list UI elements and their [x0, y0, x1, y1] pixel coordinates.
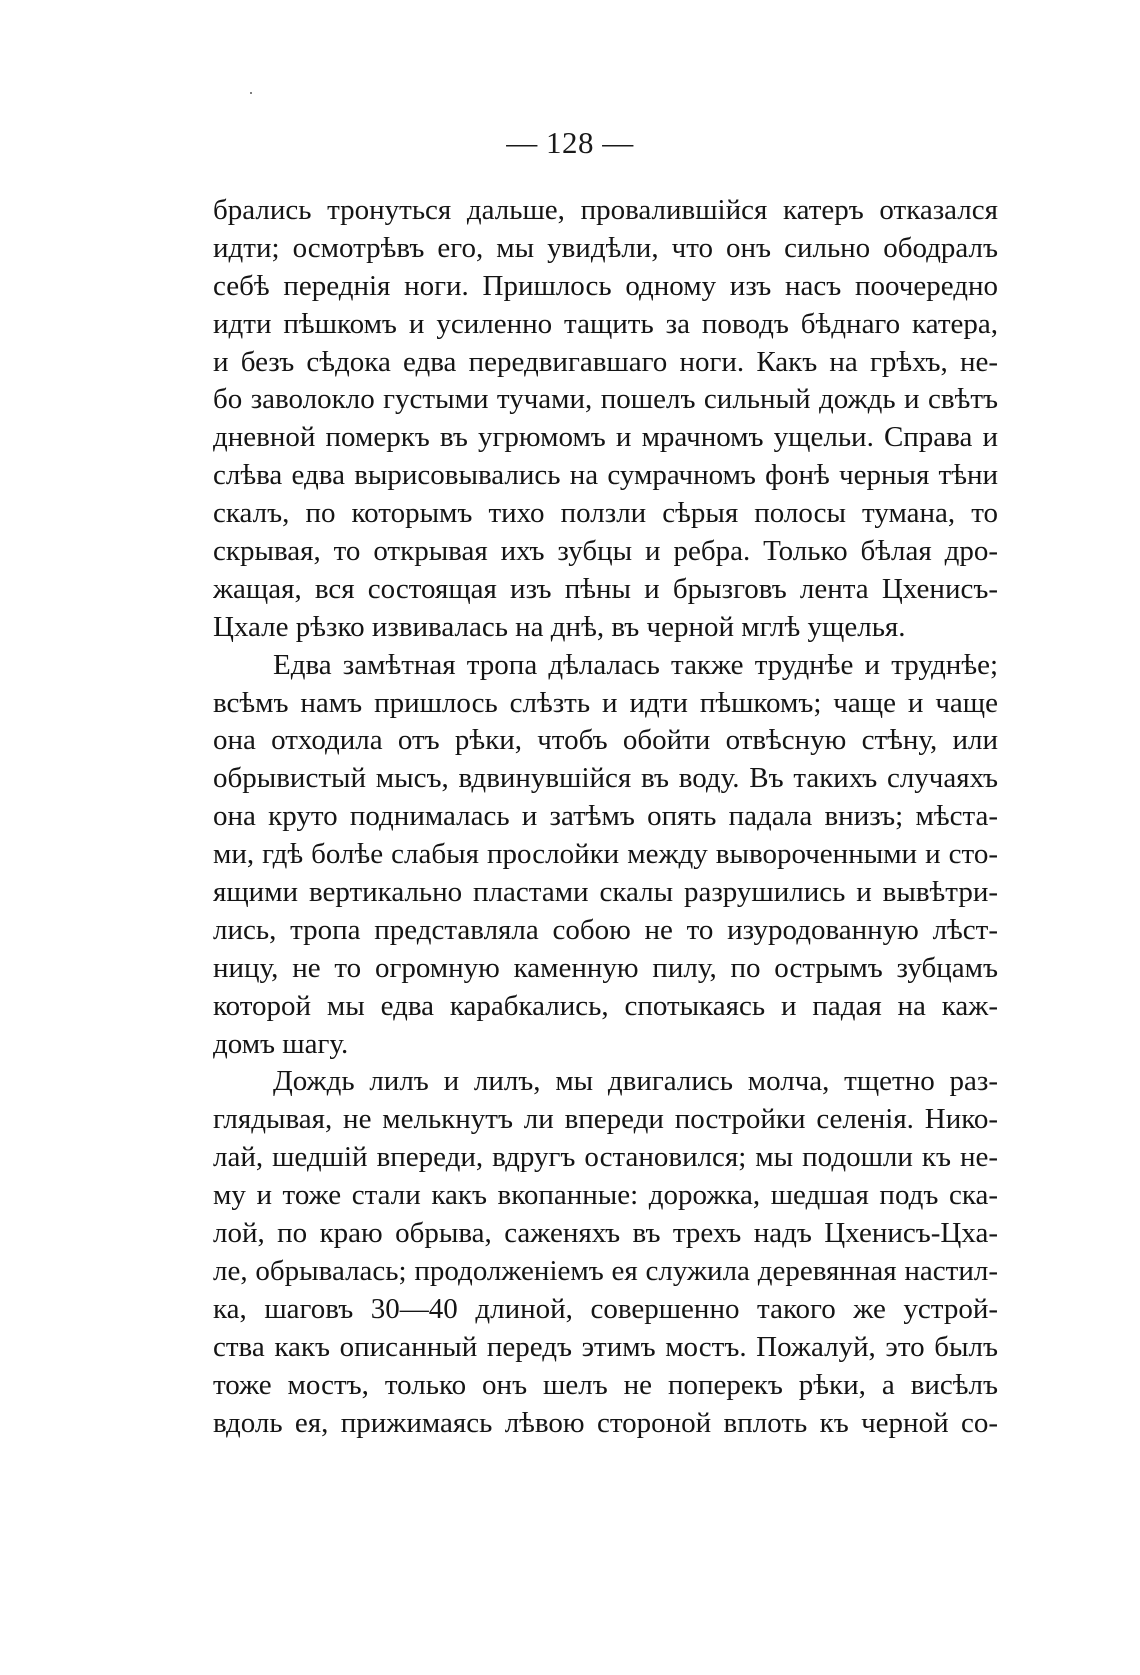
text-line: брались тронуться дальше, провалившійся катеръ отказался — [213, 194, 998, 226]
text-line: лись, тропа представляла собою не то изуродованную лѣст- — [213, 913, 998, 946]
text-line: ницу, не то огромную каменную пилу, по острымъ зубцамъ — [213, 951, 998, 984]
text-line: ства какъ описанный передъ этимъ мостъ. Пожалуй, это былъ — [213, 1330, 998, 1363]
text-line: скрывая, то открывая ихъ зубцы и ребра. Только бѣлая дро- — [213, 535, 998, 568]
text-line: бо заволокло густыми тучами, пошелъ сильный дождь и свѣтъ — [213, 383, 998, 416]
text-line: которой мы едва карабкались, спотыкаясь и падая на каж- — [213, 989, 998, 1022]
scan-speck — [250, 92, 252, 94]
text-line: вдоль ея, прижимаясь лѣвою стороной вплоть къ черной со- — [213, 1406, 998, 1439]
text-line: ми, гдѣ болѣе слабыя прослойки между вывороченными и сто- — [213, 838, 998, 871]
text-line: ящими вертикально пластами скалы разрушились и вывѣтри- — [213, 876, 998, 909]
text-line: Цхале рѣзко извивалась на днѣ, въ черной мглѣ ущелья. — [213, 610, 906, 643]
text-line: себѣ переднія ноги. Пришлось одному изъ насъ поочередно — [213, 269, 998, 302]
text-line: жащая, вся состоящая изъ пѣны и брызговъ лента Цхенисъ- — [213, 572, 998, 605]
text-line: идти; осмотрѣвъ его, мы увидѣли, что онъ сильно ободралъ — [213, 231, 998, 264]
text-line: скалъ, по которымъ тихо ползли сѣрыя полосы тумана, то — [213, 497, 998, 530]
text-line: идти пѣшкомъ и усиленно тащить за поводъ бѣднаго катера, — [213, 307, 998, 340]
text-line: домъ шагу. — [213, 1027, 349, 1060]
text-line: глядывая, не мелькнутъ ли впереди постройки селенія. Нико- — [213, 1103, 998, 1136]
text-line: слѣва едва вырисовывались на сумрачномъ фонѣ черныя тѣни — [213, 459, 998, 492]
body-text — [213, 192, 998, 1442]
text-line: Дождь лилъ и лилъ, мы двигались молча, тщетно раз- — [273, 1065, 998, 1098]
text-line: тоже мостъ, только онъ шелъ не поперекъ рѣки, а висѣлъ — [213, 1368, 998, 1401]
text-line: обрывистый мысъ, вдвинувшійся въ воду. Въ такихъ случаяхъ — [213, 762, 998, 795]
text-line: она круто поднималась и затѣмъ опять падала внизъ; мѣста- — [213, 800, 998, 833]
page-number: — 128 — — [506, 125, 634, 160]
text-line: дневной померкъ въ угрюмомъ и мрачномъ ущельи. Справа и — [213, 421, 998, 454]
text-line: ле, обрывалась; продолженіемъ ея служила деревянная настил- — [213, 1254, 998, 1287]
text-line: лой, по краю обрыва, саженяхъ въ трехъ надъ Цхенисъ-Цха- — [213, 1217, 998, 1250]
text-line: му и тоже стали какъ вкопанные: дорожка, шедшая подъ ска- — [213, 1179, 998, 1212]
text-line: ка, шаговъ 30—40 длиной, совершенно такого же устрой- — [213, 1292, 998, 1325]
text-line: лай, шедшій впереди, вдругъ остановился; мы подошли къ не- — [213, 1141, 998, 1174]
text-line: и безъ сѣдока едва передвигавшаго ноги. Какъ на грѣхъ, не- — [213, 345, 998, 378]
text-line: всѣмъ намъ пришлось слѣзть и идти пѣшкомъ; чаще и чаще — [213, 686, 998, 719]
text-line: она отходила отъ рѣки, чтобъ обойти отвѣсную стѣну, или — [213, 724, 998, 757]
text-line: Едва замѣтная тропа дѣлалась также труднѣе и труднѣе; — [273, 648, 998, 681]
